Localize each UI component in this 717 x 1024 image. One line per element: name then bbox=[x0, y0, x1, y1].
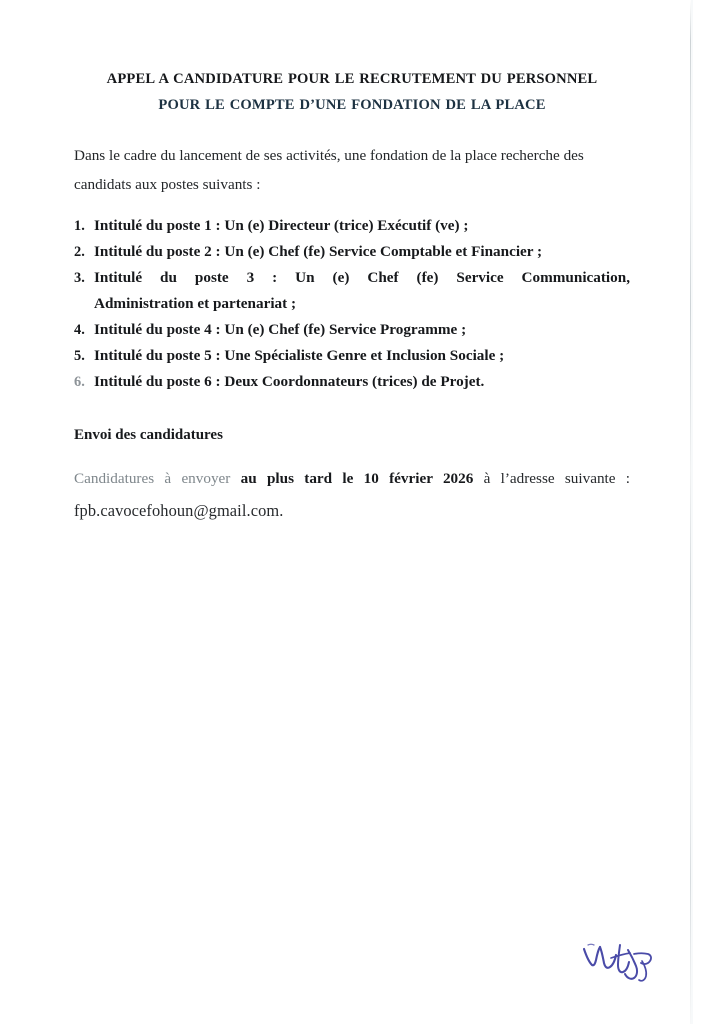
space-2 bbox=[473, 470, 483, 487]
send-instructions-trail: à l’adresse suivante : bbox=[483, 470, 630, 487]
list-item-number: 2. bbox=[74, 244, 85, 260]
list-item-label: Intitulé du poste 4 : Un (e) Chef (fe) Service Programme ; bbox=[94, 321, 467, 338]
page-edge-shadow bbox=[691, 0, 693, 1024]
page-title bbox=[74, 0, 630, 118]
list-item bbox=[74, 213, 630, 239]
list-item-number: 4. bbox=[74, 322, 85, 338]
list-item-label bbox=[94, 265, 630, 317]
send-instructions-paragraph bbox=[74, 447, 630, 494]
list-item bbox=[74, 369, 630, 395]
list-item-label: Intitulé du poste 1 : Un (e) Directeur (trice) Exécutif (ve) ; bbox=[94, 217, 469, 234]
list-item-label: Intitulé du poste 2 : Un (e) Chef (fe) Service Comptable et Financier ; bbox=[94, 243, 543, 260]
list-item-number: 3. bbox=[74, 270, 85, 286]
list-item bbox=[74, 343, 630, 369]
intro-paragraph: Dans le cadre du lancement de ses activités, une fondation de la place recherche des candidats aux postes suivants : bbox=[74, 147, 584, 193]
list-item bbox=[74, 317, 630, 343]
signature-ink-icon bbox=[578, 936, 668, 996]
document-content bbox=[74, 0, 630, 525]
contact-email: fpb.cavocefohoun@gmail.com. bbox=[74, 501, 284, 520]
send-instructions-lead: Candidatures à envoyer bbox=[74, 470, 231, 487]
list-item-label-line-1: Intitulé du poste 3 : Un (e) Chef (fe) Service Communication, bbox=[94, 269, 630, 286]
space-1 bbox=[230, 470, 240, 487]
list-item-number: 5. bbox=[74, 348, 85, 364]
handwritten-signature bbox=[578, 936, 668, 996]
page-edge-line bbox=[690, 0, 691, 1024]
title-line-2: POUR LE COMPTE D’UNE FONDATION DE LA PLACE bbox=[158, 97, 546, 113]
positions-list bbox=[74, 199, 630, 395]
section-heading-envoi: Envoi des candidatures bbox=[74, 427, 223, 443]
list-item-label-line-2: Administration et partenariat ; bbox=[94, 295, 297, 312]
list-item bbox=[74, 265, 630, 317]
list-item-number: 6. bbox=[74, 374, 85, 390]
list-item-label: Intitulé du poste 6 : Deux Coordonnateurs (trices) de Projet. bbox=[94, 373, 485, 390]
title-line-1: APPEL A CANDIDATURE POUR LE RECRUTEMENT DU PERSONNEL bbox=[106, 71, 598, 87]
list-item-label: Intitulé du poste 5 : Une Spécialiste Genre et Inclusion Sociale ; bbox=[94, 347, 505, 364]
list-item bbox=[74, 239, 630, 265]
application-deadline: au plus tard le 10 février 2026 bbox=[240, 470, 474, 487]
list-item-number: 1. bbox=[74, 218, 85, 234]
